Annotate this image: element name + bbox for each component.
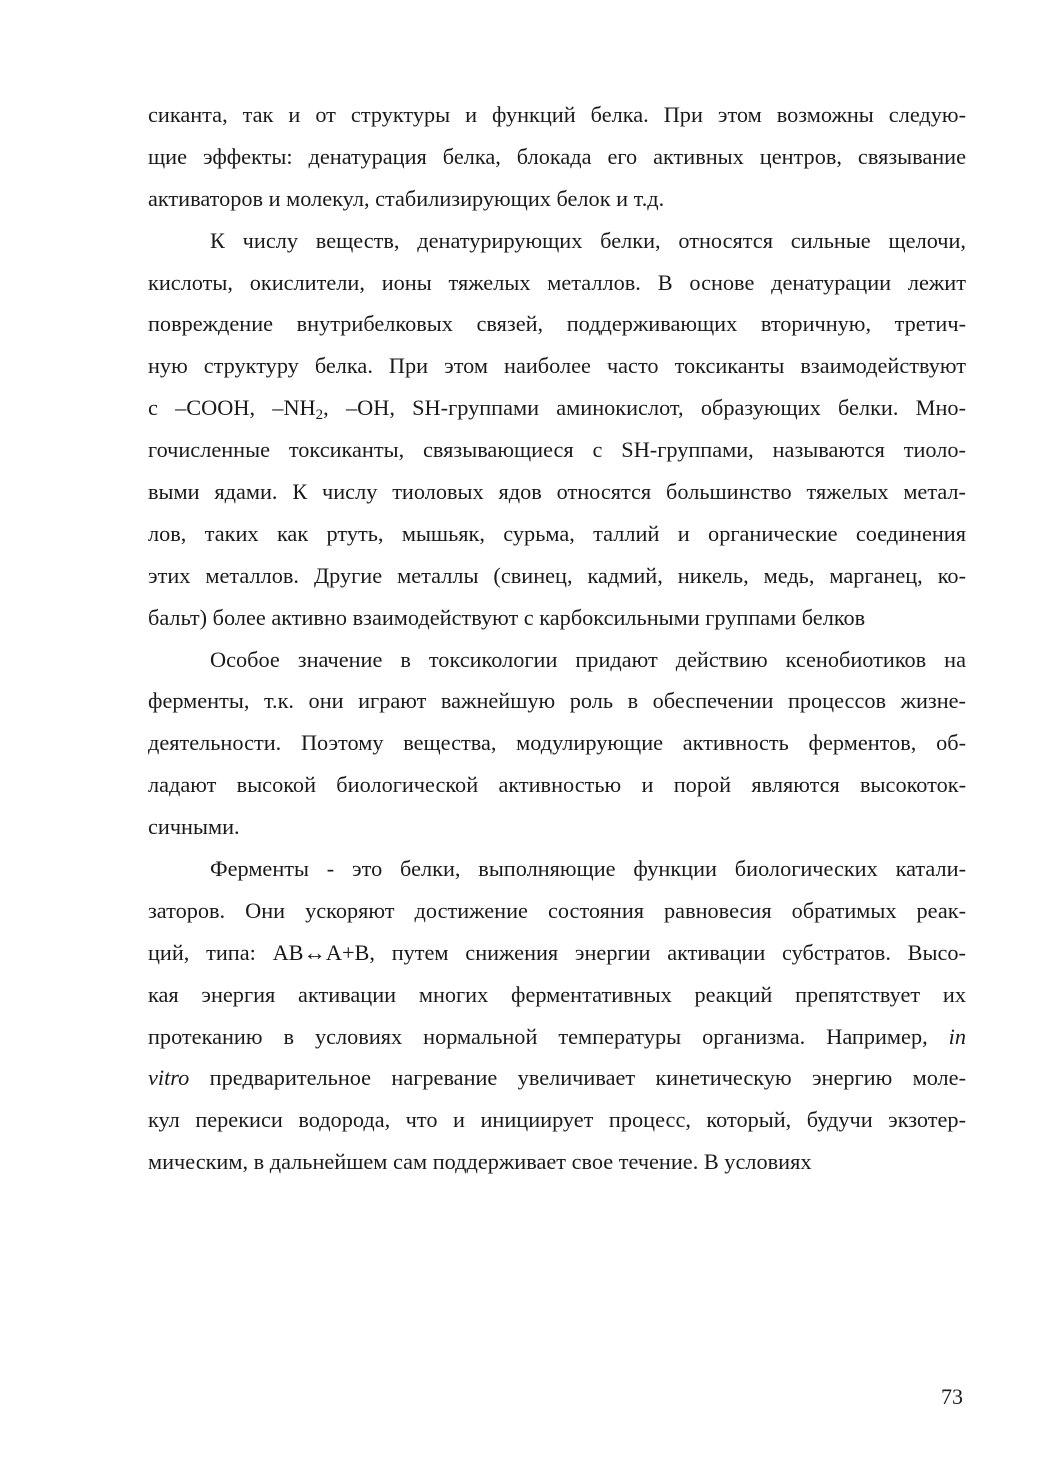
text-line: Ферменты - это белки, выполняющие функции биологических катали- (210, 856, 966, 882)
text-line-italic (148, 1016, 966, 1058)
text-line: повреждение внутрибелковых связей, поддерживающих вторичную, третич- (148, 311, 966, 337)
text-line: гочисленные токсиканты, связывающиеся с SH-группами, называются тиоло- (148, 437, 966, 463)
subscript: 2 (315, 407, 324, 424)
italic-term: in (948, 1023, 966, 1049)
text-line: ферменты, т.к. они играют важнейшую роль в обеспечении процессов жизне- (148, 688, 966, 714)
paragraph-1 (148, 94, 966, 220)
text-line: этих металлов. Другие металлы (свинец, кадмий, никель, медь, марганец, ко- (148, 562, 966, 588)
text-line: заторов. Они ускоряют достижение состояния равновесия обратимых реак- (148, 897, 966, 923)
text-line: сичными. (148, 814, 240, 840)
text-after-italic: предварительное нагревание увеличивает кинетическую энергию моле- (189, 1065, 966, 1091)
text-line: активаторов и молекул, стабилизирующих белок и т.д. (148, 185, 665, 211)
formula-text-before: с –COOH, –NH (148, 395, 316, 421)
text-line: ную структуру белка. При этом наиболее часто токсиканты взаимодействуют (148, 353, 966, 379)
formula-line (148, 387, 966, 429)
formula-text-after: , –OH, SH-группами аминокислот, образующих белки. Мно- (323, 395, 966, 421)
text-line: бальт) более активно взаимодействуют с карбоксильными группами белков (148, 604, 866, 630)
text-line: мическим, в дальнейшем сам поддерживает свое течение. В условиях (148, 1149, 812, 1175)
text-line: сиканта, так и от структуры и функций белка. При этом возможны следую- (148, 102, 966, 127)
text-line: выми ядами. К числу тиоловых ядов относятся большинство тяжелых метал- (148, 479, 966, 505)
paragraph-2 (148, 220, 966, 639)
italic-term: vitro (148, 1065, 190, 1091)
page-number: 73 (941, 1384, 963, 1409)
paragraph-3 (148, 639, 966, 848)
text-line: К числу веществ, денатурирующих белки, относятся сильные щелочи, (210, 227, 966, 253)
text-line: щие эффекты: денатурация белка, блокада его активных центров, связывание (148, 143, 966, 169)
text-line: кая энергия активации многих ферментативных реакций препятствует их (148, 981, 966, 1007)
text-line: лов, таких как ртуть, мышьяк, сурьма, таллий и органические соединения (148, 520, 966, 546)
text-line: ций, типа: АВ↔А+В, путем снижения энергии активации субстратов. Высо- (148, 939, 966, 965)
paragraph-4 (148, 848, 966, 1183)
page-text (148, 94, 966, 1183)
text-line: кул перекиси водорода, что и инициирует процесс, который, будучи экзотер- (148, 1107, 966, 1133)
text-line: Особое значение в токсикологии придают действию ксенобиотиков на (210, 646, 966, 672)
text-before-italic: протеканию в условиях нормальной температуры организма. Например, (148, 1023, 949, 1049)
text-line: ладают высокой биологической активностью и порой являются высокоток- (148, 772, 966, 798)
text-line: кислоты, окислители, ионы тяжелых металлов. В основе денатурации лежит (148, 269, 966, 295)
text-line-italic (148, 1057, 966, 1099)
text-line: деятельности. Поэтому вещества, модулирующие активность ферментов, об- (148, 730, 966, 756)
